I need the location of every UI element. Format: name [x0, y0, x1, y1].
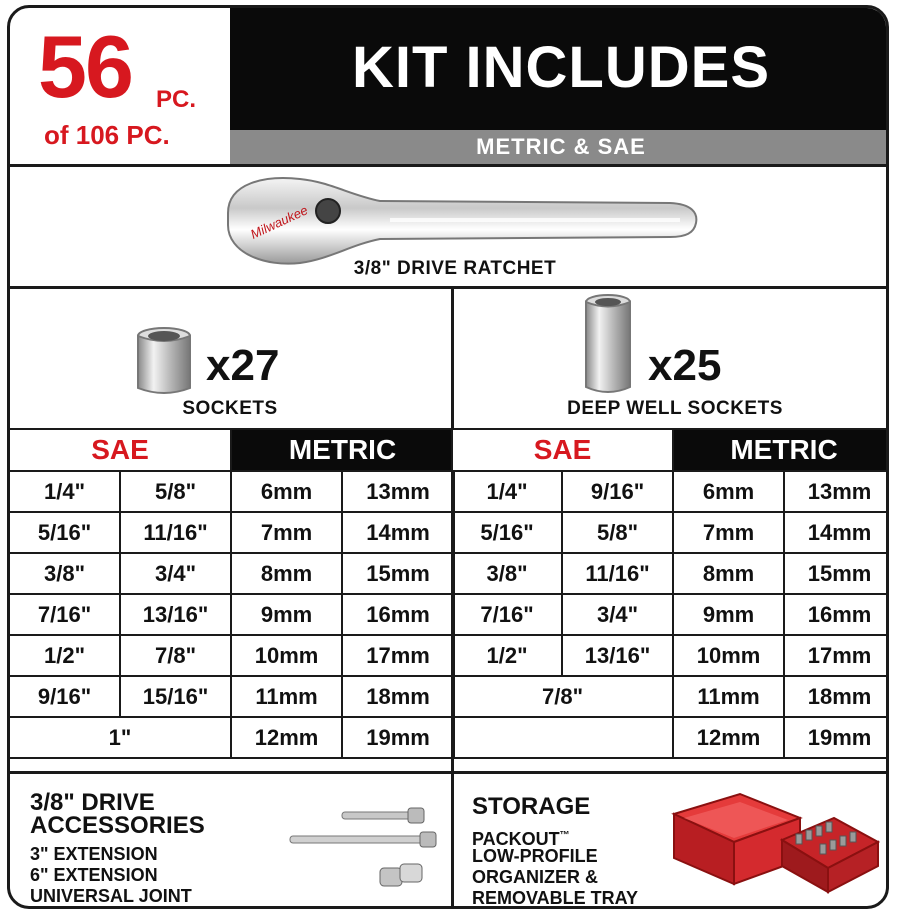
table-cell: 8mm [673, 553, 784, 594]
table-cell: 5/8" [120, 471, 231, 512]
table-cell: 16mm [784, 594, 889, 635]
organizer-icon [670, 788, 882, 900]
table-cell: 6mm [673, 471, 784, 512]
table-row [452, 717, 889, 758]
table-row [9, 553, 454, 594]
table-cell: 13/16" [562, 635, 673, 676]
table-cell: 14mm [784, 512, 889, 553]
metric-header: METRIC [673, 429, 889, 471]
table-cell: 13/16" [120, 594, 231, 635]
accessory-item: UNIVERSAL JOINT [30, 886, 192, 906]
deep-sockets-caption: DEEP WELL SOCKETS [567, 398, 783, 419]
table-row [452, 512, 889, 553]
sae-header: SAE [9, 429, 231, 471]
table-row [9, 512, 454, 553]
accessory-item: 3" EXTENSION [30, 844, 158, 864]
table-cell: 15/16" [120, 676, 231, 717]
storage-line: LOW-PROFILE [472, 846, 598, 866]
table-cell [452, 717, 673, 758]
ratchet-brand: Milwaukee [248, 202, 311, 242]
ratchet-icon [210, 173, 700, 268]
page-subtitle: METRIC & SAE [476, 134, 646, 159]
metric-header: METRIC [231, 429, 454, 471]
table-cell: 3/8" [9, 553, 120, 594]
deep-sockets-multiplier: x25 [648, 341, 722, 390]
table-cell: 7/16" [9, 594, 120, 635]
piece-count: 56 [38, 17, 132, 116]
table-cell: 11/16" [562, 553, 673, 594]
table-cell: 15mm [342, 553, 454, 594]
divider [10, 164, 889, 167]
table-cell: 7/8" [120, 635, 231, 676]
deep-socket-icon [582, 293, 634, 397]
table-cell: 3/4" [562, 594, 673, 635]
table-cell: 1" [9, 717, 231, 758]
total-piece-count: of 106 PC. [44, 120, 170, 150]
table-row [452, 471, 889, 512]
table-cell: 7/8" [452, 676, 673, 717]
table-cell: 9/16" [562, 471, 673, 512]
table-cell: 1/4" [452, 471, 562, 512]
table-row [452, 553, 889, 594]
table-row [452, 676, 889, 717]
table-cell: 9mm [673, 594, 784, 635]
table-cell: 5/16" [9, 512, 120, 553]
table-cell: 1/4" [9, 471, 120, 512]
table-cell: 15mm [784, 553, 889, 594]
accessories-title-line1: 3/8" DRIVE [30, 789, 155, 816]
extensions-icon [280, 798, 440, 898]
table-row [452, 594, 889, 635]
table-cell: 16mm [342, 594, 454, 635]
table-cell: 11mm [231, 676, 342, 717]
table-cell: 18mm [342, 676, 454, 717]
table-cell: 9/16" [9, 676, 120, 717]
table-cell: 5/16" [452, 512, 562, 553]
sae-header: SAE [452, 429, 673, 471]
table-cell: 13mm [342, 471, 454, 512]
table-cell: 11mm [673, 676, 784, 717]
table-row [9, 594, 454, 635]
table-cell: 19mm [342, 717, 454, 758]
table-row [452, 635, 889, 676]
table-cell: 18mm [784, 676, 889, 717]
divider [10, 286, 889, 289]
table-cell: 13mm [784, 471, 889, 512]
storage-line: ORGANIZER & [472, 867, 598, 887]
table-cell: 11/16" [120, 512, 231, 553]
page-title: KIT INCLUDES [352, 35, 770, 100]
table-cell: 14mm [342, 512, 454, 553]
table-row [9, 717, 454, 758]
table-cell: 12mm [231, 717, 342, 758]
divider [10, 771, 889, 774]
table-cell: 1/2" [452, 635, 562, 676]
sockets-caption: SOCKETS [182, 398, 278, 419]
deep-sockets-table [451, 428, 889, 759]
socket-icon [134, 326, 194, 398]
sockets-table [8, 428, 455, 759]
table-cell: 17mm [784, 635, 889, 676]
table-cell: 3/8" [452, 553, 562, 594]
table-cell: 12mm [673, 717, 784, 758]
table-cell: 1/2" [9, 635, 120, 676]
table-cell: 17mm [342, 635, 454, 676]
piece-count-unit: PC. [156, 86, 197, 113]
table-cell: 5/8" [562, 512, 673, 553]
accessories-title-line2: ACCESSORIES [30, 812, 205, 839]
storage-line-text: PACKOUT [472, 829, 560, 849]
trademark: ™ [559, 830, 570, 841]
table-cell: 8mm [231, 553, 342, 594]
kit-infographic [7, 5, 889, 909]
sockets-multiplier: x27 [206, 341, 280, 390]
table-cell: 7/16" [452, 594, 562, 635]
bottom-divider [451, 771, 454, 909]
table-cell: 7mm [231, 512, 342, 553]
table-row [9, 471, 454, 512]
table-row [9, 676, 454, 717]
ratchet-caption: 3/8" DRIVE RATCHET [353, 258, 557, 279]
table-cell: 3/4" [120, 553, 231, 594]
table-cell: 6mm [231, 471, 342, 512]
storage-line: REMOVABLE TRAY [472, 888, 639, 908]
table-cell: 10mm [231, 635, 342, 676]
table-cell: 19mm [784, 717, 889, 758]
table-cell: 10mm [673, 635, 784, 676]
table-cell: 9mm [231, 594, 342, 635]
accessory-item: 6" EXTENSION [30, 865, 158, 885]
table-cell: 7mm [673, 512, 784, 553]
storage-title: STORAGE [472, 793, 591, 820]
table-row [9, 635, 454, 676]
